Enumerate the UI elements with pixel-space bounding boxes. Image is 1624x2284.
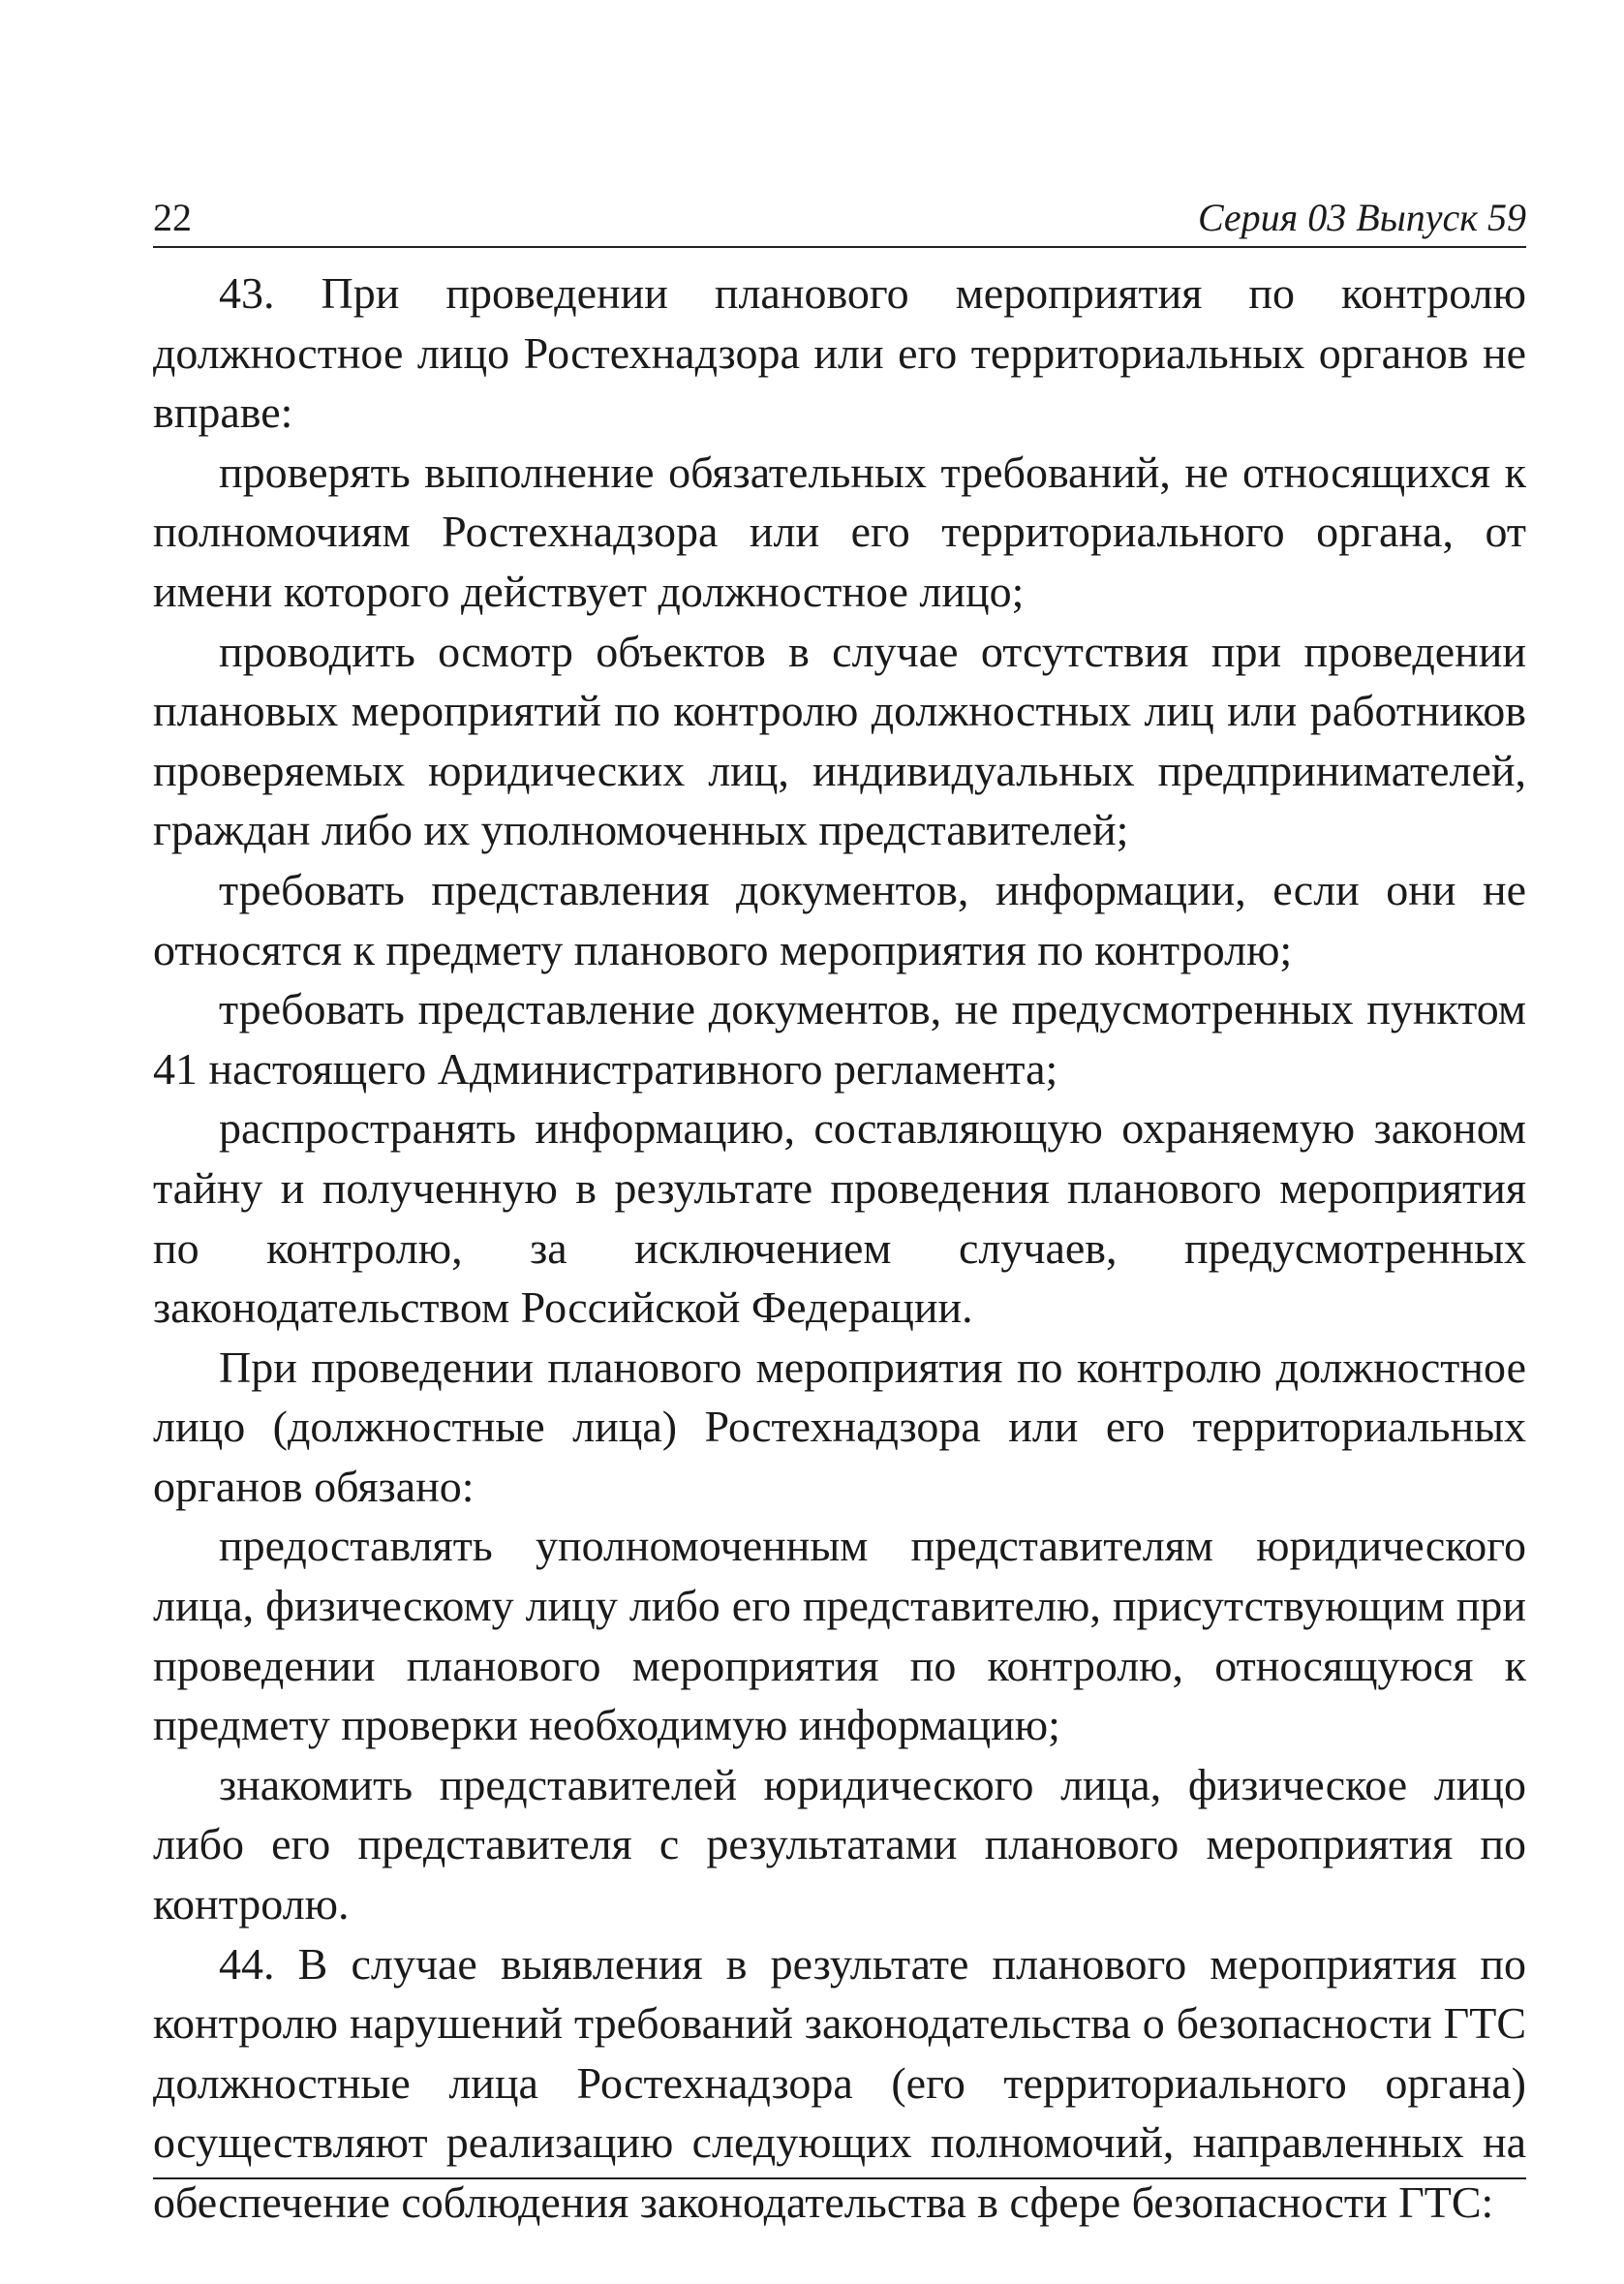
- paragraph-obligation-information: предоставлять уполномоченным представителям юридического лица, физическому лицу либо его представителю, присутствующим при проведении планового мероприятия по контролю, относящуюся к предмету проверки необходимую информацию;: [153, 1521, 1526, 1750]
- running-header: [153, 190, 1526, 248]
- bottom-rule: [153, 2177, 1526, 2179]
- paragraph-prohibition-scope: проверять выполнение обязательных требований, не относящихся к полномочиям Ростехнадзора или его территориального органа, от имени которого действует должностное лицо;: [153, 447, 1526, 616]
- paragraph-prohibition-documents: требовать представления документов, информации, если они не относятся к предмету планового мероприятия по контролю;: [153, 864, 1526, 974]
- paragraph-prohibition-inspection: проводить осмотр объектов в случае отсутствия при проведении плановых мероприятий по контролю должностных лиц или работников проверяемых юридических лиц, индивидуальных предпринимателей, граждан либо их уполномоченных представителей;: [153, 626, 1526, 855]
- paragraph-obligations-intro: При проведении планового мероприятия по контролю должностное лицо (должностные лица) Ростехнадзора или его территориальных органов обязано:: [153, 1342, 1526, 1511]
- paragraph-prohibition-disclosure: распространять информацию, составляющую охраняемую законом тайну и полученную в результате проведения планового мероприятия по контролю, за исключением случаев, предусмотренных законодательством Российской Федерации.: [153, 1103, 1526, 1333]
- paragraph-obligation-results: знакомить представителей юридического лица, физическое лицо либо его представителя с результатами планового мероприятия по контролю.: [153, 1759, 1526, 1929]
- page-number: 22: [153, 196, 192, 239]
- paragraph-43-intro: 43. При проведении планового мероприятия по контролю должностное лицо Ростехнадзора или его территориальных органов не вправе:: [153, 268, 1526, 438]
- body-text: [153, 263, 1526, 2233]
- series-label: Серия 03 Выпуск 59: [1197, 196, 1526, 239]
- paragraph-prohibition-extra-documents: требовать представление документов, не предусмотренных пунктом 41 настоящего Административного регламента;: [153, 984, 1526, 1094]
- paragraph-44-intro: 44. В случае выявления в результате планового мероприятия по контролю нарушений требований законодательства о безопасности ГТС должностные лица Ростехнадзора (его территориального органа) осуществляют реализацию следующих полномочий, направленных на обеспечение соблюдения законодательства в сфере безопасности ГТС:: [153, 1938, 1526, 2227]
